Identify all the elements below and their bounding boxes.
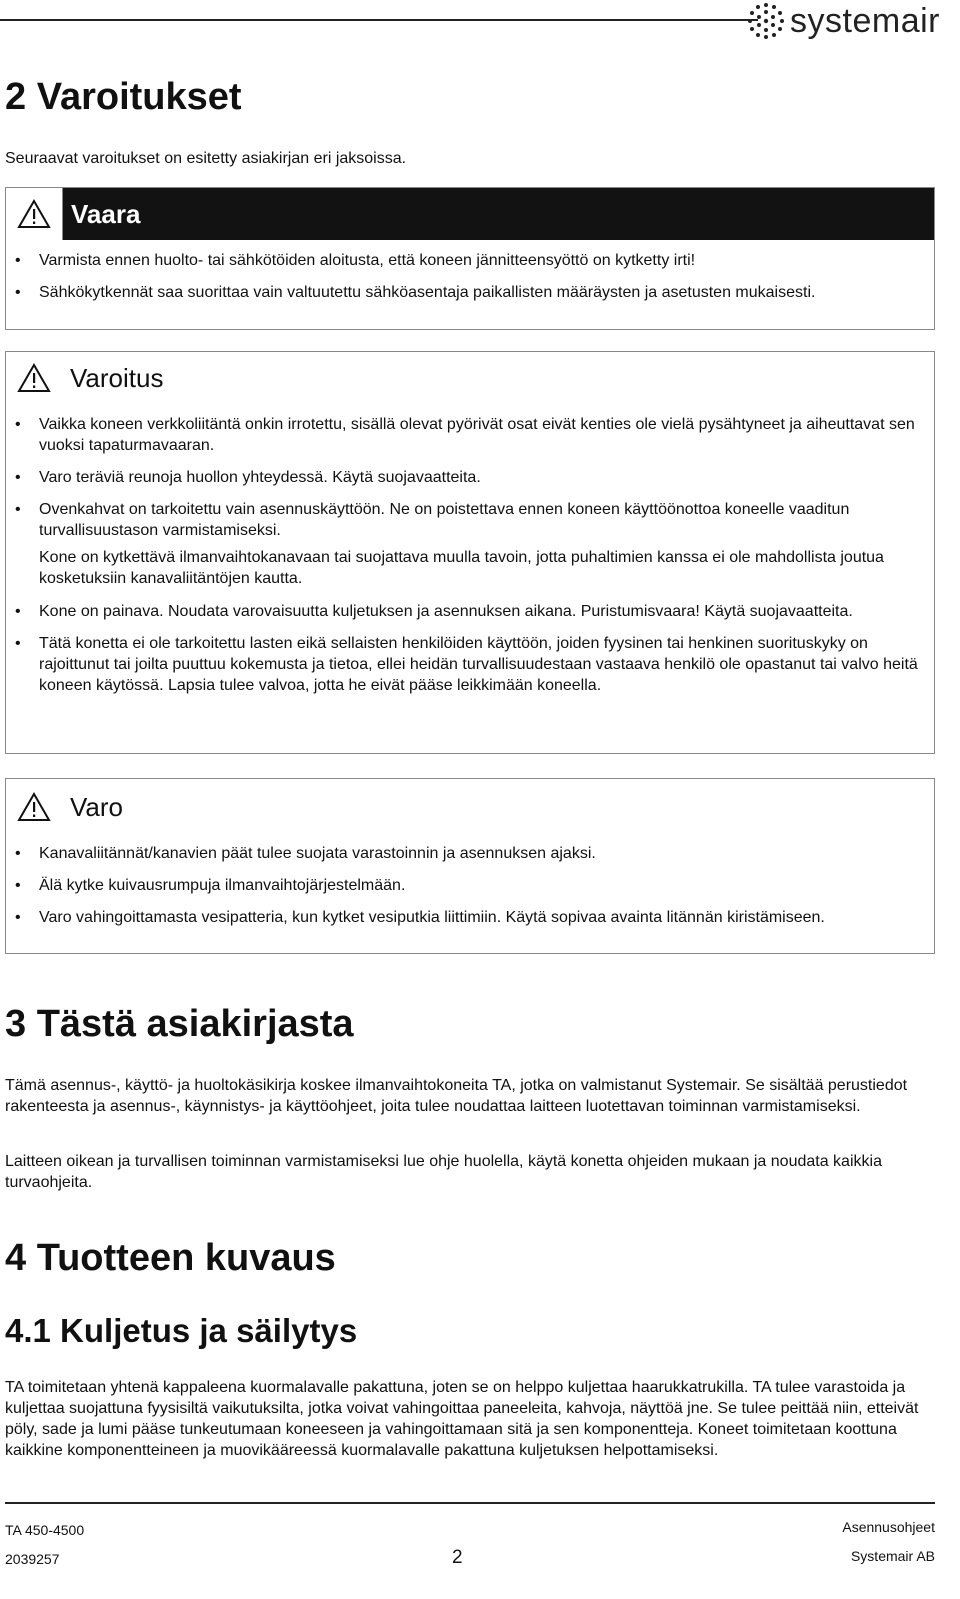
warning-box: [5, 351, 935, 754]
footer-doc-type: Asennusohjeet: [842, 1519, 935, 1535]
caution-header: [6, 779, 934, 835]
section-3-paragraph-2: Laitteen oikean ja turvallisen toiminnan varmistamiseksi lue ohje huolella, käytä konetta ohjeiden mukaan ja noudata kaikkia turvaohjeita.: [5, 1153, 882, 1191]
list-item: • Varmista ennen huolto- tai sähkötöiden aloitusta, että koneen jännitteensyöttö on kytketty irti!: [6, 250, 924, 271]
warning-triangle-icon: [6, 352, 62, 404]
list-item: • Varo vahingoittamasta vesipatteria, kun kytket vesiputkia liittimiin. Käytä sopivaa avainta litännän kiristämiseen.: [6, 907, 924, 928]
brand-logo: [746, 0, 940, 42]
section-4-title: 4 Tuotteen kuvaus: [5, 1237, 336, 1279]
list-item: • Kone on painava. Noudata varovaisuutta kuljetuksen ja asennuksen aikana. Puristumisvaara! Käytä suojavaatteita.: [6, 601, 924, 622]
footer-doc-code: TA 450-4500: [5, 1522, 85, 1538]
caution-box: [5, 778, 935, 954]
footer-company: Systemair AB: [850, 1548, 935, 1564]
header-rule: [0, 19, 758, 21]
section-4-1-paragraph: TA toimitetaan yhtenä kappaleena kuormalavalle pakattuna, joten se on helppo kuljettaa haarukkatrukilla. TA tulee varastoida ja kuljettaa suojattuna fyysisiltä vaikutuksilta, jotka voivat vahingoittaa paneeleita, kahvoja, näyttöä jne. Se tulee peittää niin, etteivät pöly, sade ja lumi pääse tunkeutumaan koneeseen ja vahingoittamaan sitä ja sen komponentteja. Koneet toimitetaan koottuna kaikkine komponentteineen ja muovikääreessä kuormalavalle pakattuna kuljetuksen helpottamiseksi.: [5, 1379, 919, 1459]
list-item: • Ovenkahvat on tarkoitettu vain asennuskäyttöön. Ne on poistettava ennen koneen käyttöönottoa koneelle vaaditun turvallisuustason varmistamiseksi.: [6, 499, 924, 541]
warning-list: [6, 414, 934, 696]
danger-box: [5, 187, 935, 330]
brand-name: systemair: [790, 2, 940, 40]
list-item: • Varo teräviä reunoja huollon yhteydessä. Käytä suojavaatteita.: [6, 467, 924, 488]
warning-header: [6, 352, 934, 404]
list-item: • Sähkökytkennät saa suorittaa vain valtuutettu sähköasentaja paikallisten määräysten ja asetusten mukaisesti.: [6, 282, 924, 303]
danger-header: [6, 188, 934, 240]
list-item: • Kanavaliitännät/kanavien päät tulee suojata varastoinnin ja asennuksen ajaksi.: [6, 843, 924, 864]
danger-title: Vaara: [71, 198, 141, 229]
warning-title: Varoitus: [70, 362, 164, 393]
section-3-title: 3 Tästä asiakirjasta: [5, 1003, 354, 1045]
list-item: • Älä kytke kuivausrumpuja ilmanvaihtojärjestelmään.: [6, 875, 924, 896]
warning-triangle-icon: [6, 781, 62, 833]
list-item: • Tätä konetta ei ole tarkoitettu lasten eikä sellaisten henkilöiden käyttöön, joiden fyysinen tai henkinen suorituskyky on rajoittunut tai joilta puuttuu kokemusta ja tietoa, ellei heidän turvallisuudestaan vastaava henkilö ole opastanut tai valvo heitä koneen käytössä. Lapsia tulee valvoa, jotta he eivät pääse leikkimään koneella.: [6, 633, 924, 696]
footer-doc-number: 2039257: [5, 1551, 60, 1567]
caution-title: Varo: [70, 791, 123, 822]
section-2-title: 2 Varoitukset: [5, 76, 242, 118]
footer-rule: [5, 1502, 935, 1504]
danger-list: [6, 250, 934, 303]
page-number: 2: [452, 1547, 463, 1568]
list-item-continuation: Kone on kytkettävä ilmanvaihtokanavaan tai suojattava muulla tavoin, jotta puhaltimien kanssa ei ole mahdollista joutua kosketuksiin kanavaliitäntöjen kautta.: [39, 549, 884, 587]
section-2-intro: Seuraavat varoitukset on esitetty asiakirjan eri jaksoissa.: [5, 150, 407, 167]
list-item: • Vaikka koneen verkkoliitäntä onkin irrotettu, sisällä olevat pyörivät osat eivät kenties ole vielä pysähtyneet ja aiheuttavat sen vuoksi tapaturmavaaran.: [6, 414, 924, 456]
caution-list: [6, 843, 934, 928]
section-4-1-title: 4.1 Kuljetus ja säilytys: [5, 1312, 358, 1349]
section-3-paragraph-1: Tämä asennus-, käyttö- ja huoltokäsikirja koskee ilmanvaihtokoneita TA, jotka on valmistanut Systemair. Se sisältää perustiedot rakenteesta ja asennus-, käynnistys- ja käyttöohjeet, joita tulee noudattaa laitteen luotettavan toiminnan varmistamiseksi.: [5, 1077, 908, 1115]
warning-triangle-icon: [6, 188, 63, 240]
systemair-logo-icon: [746, 1, 786, 41]
